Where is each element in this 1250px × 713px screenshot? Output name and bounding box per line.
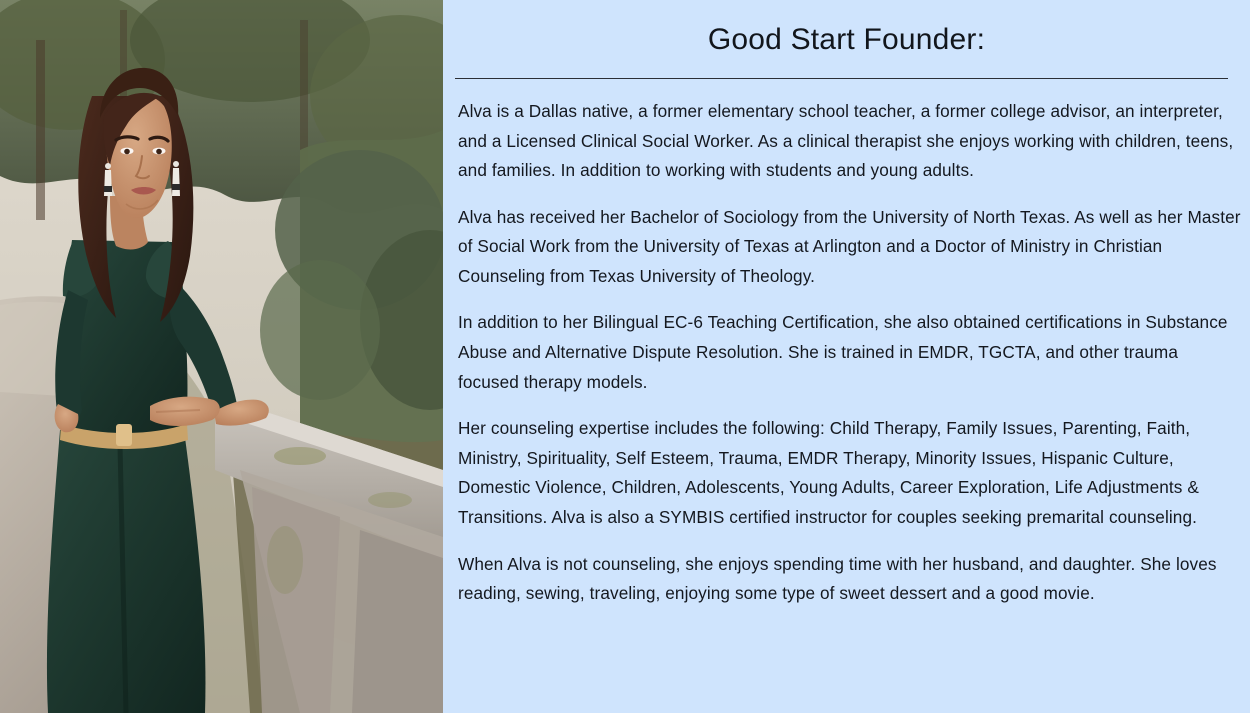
bio-paragraph: Alva has received her Bachelor of Sociology from the University of North Texas. As well as her Master of Social Work from the University of Texas at Arlington and a Doctor of Ministry in Christian Counseling from Texas University of Theology. bbox=[458, 206, 1241, 286]
bio-paragraph: Her counseling expertise includes the following: Child Therapy, Family Issues, Parenting, Faith, Ministry, Spirituality, Self Esteem, Trauma, EMDR Therapy, Minority Issues, Hispanic Culture, Domestic Violence, Children, Adolescents, Young Adults, Career Exploration, Life Adjustments & Transitions. Alva is also a SYMBIS certified instructor for couples seeking premarital counseling. bbox=[458, 418, 1199, 527]
founder-portrait-image bbox=[0, 0, 443, 713]
bio-body bbox=[443, 79, 1250, 609]
page-title: Good Start Founder: bbox=[707, 23, 986, 56]
bio-paragraph: Alva is a Dallas native, a former elementary school teacher, a former college advisor, an interpreter, and a Licensed Clinical Social Worker. As a clinical therapist she enjoys working with children, teens, and families. In addition to working with students and young adults. bbox=[458, 101, 1234, 181]
bio-text-panel bbox=[443, 0, 1250, 713]
founder-portrait bbox=[0, 0, 443, 713]
bio-paragraph: When Alva is not counseling, she enjoys spending time with her husband, and daughter. She loves reading, sewing, traveling, enjoying some type of sweet dessert and a good movie. bbox=[458, 553, 1217, 604]
bio-paragraph: In addition to her Bilingual EC-6 Teaching Certification, she also obtained certifications in Substance Abuse and Alternative Dispute Resolution. She is trained in EMDR, TGCTA, and other trauma focused therapy models. bbox=[458, 312, 1228, 392]
